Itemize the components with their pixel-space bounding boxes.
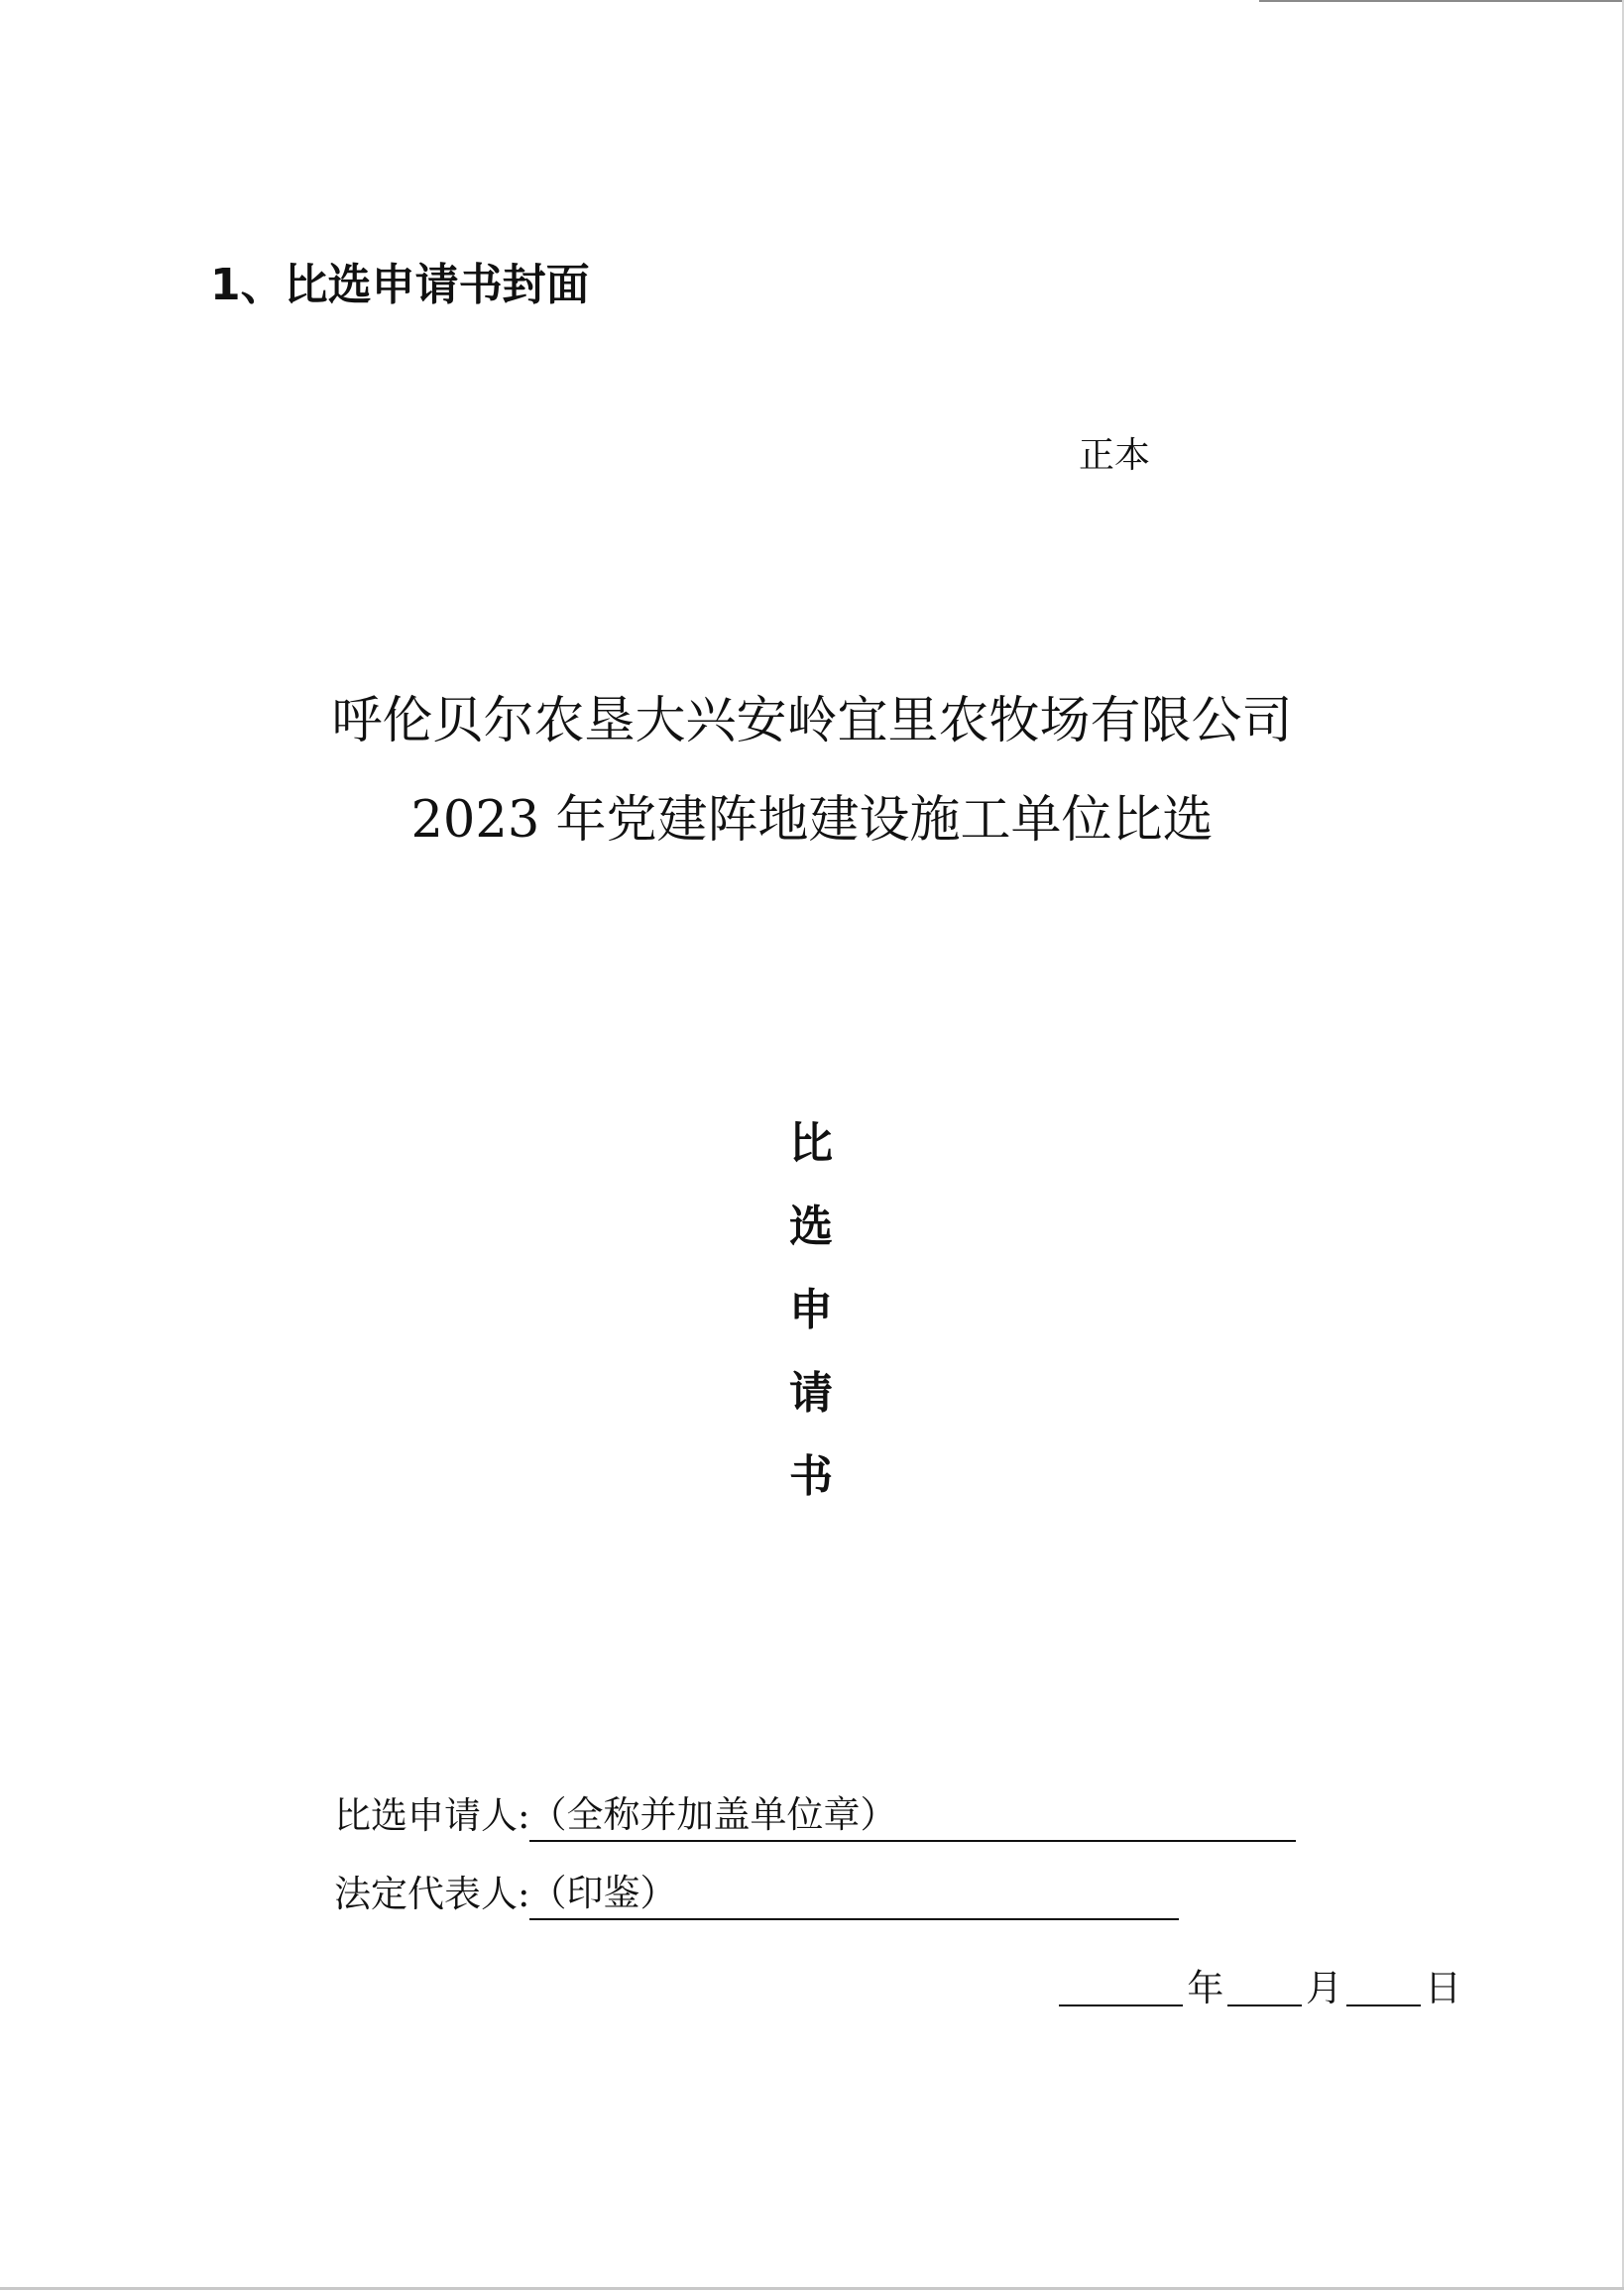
section-heading: 1、比选申请书封面 <box>210 260 590 310</box>
vertical-title <box>771 1102 851 1519</box>
applicant-field <box>334 1790 1296 1842</box>
day-blank <box>1346 1965 1421 2006</box>
applicant-label: 比选申请人: <box>334 1794 530 1837</box>
month-label: 月 <box>1306 1967 1343 2009</box>
year-label: 年 <box>1187 1967 1224 2009</box>
title-line-project: 2023 年党建阵地建设施工单位比选 <box>410 791 1214 850</box>
legal-representative-label: 法定代表人: <box>334 1873 530 1915</box>
vertical-title-char: 书 <box>789 1451 833 1502</box>
year-blank <box>1059 1965 1183 2006</box>
legal-representative-value-line: （印鉴） <box>529 1871 1179 1920</box>
vertical-title-char: 请 <box>789 1368 833 1419</box>
applicant-value-line: （全称并加盖单位章） <box>529 1792 1296 1842</box>
vertical-title-char: 申 <box>789 1285 833 1335</box>
day-label: 日 <box>1425 1967 1461 2009</box>
legal-representative-field <box>334 1869 1179 1920</box>
signature-date <box>1059 1963 1465 2014</box>
document-title <box>0 672 1624 870</box>
title-line-company: 呼伦贝尔农垦大兴安岭宜里农牧场有限公司 <box>331 692 1293 750</box>
vertical-title-char: 比 <box>789 1118 833 1169</box>
copy-label: 正本 <box>1079 435 1151 476</box>
scan-edge-top <box>1259 0 1624 2</box>
month-blank <box>1227 1965 1302 2006</box>
vertical-title-char: 选 <box>789 1202 833 1252</box>
